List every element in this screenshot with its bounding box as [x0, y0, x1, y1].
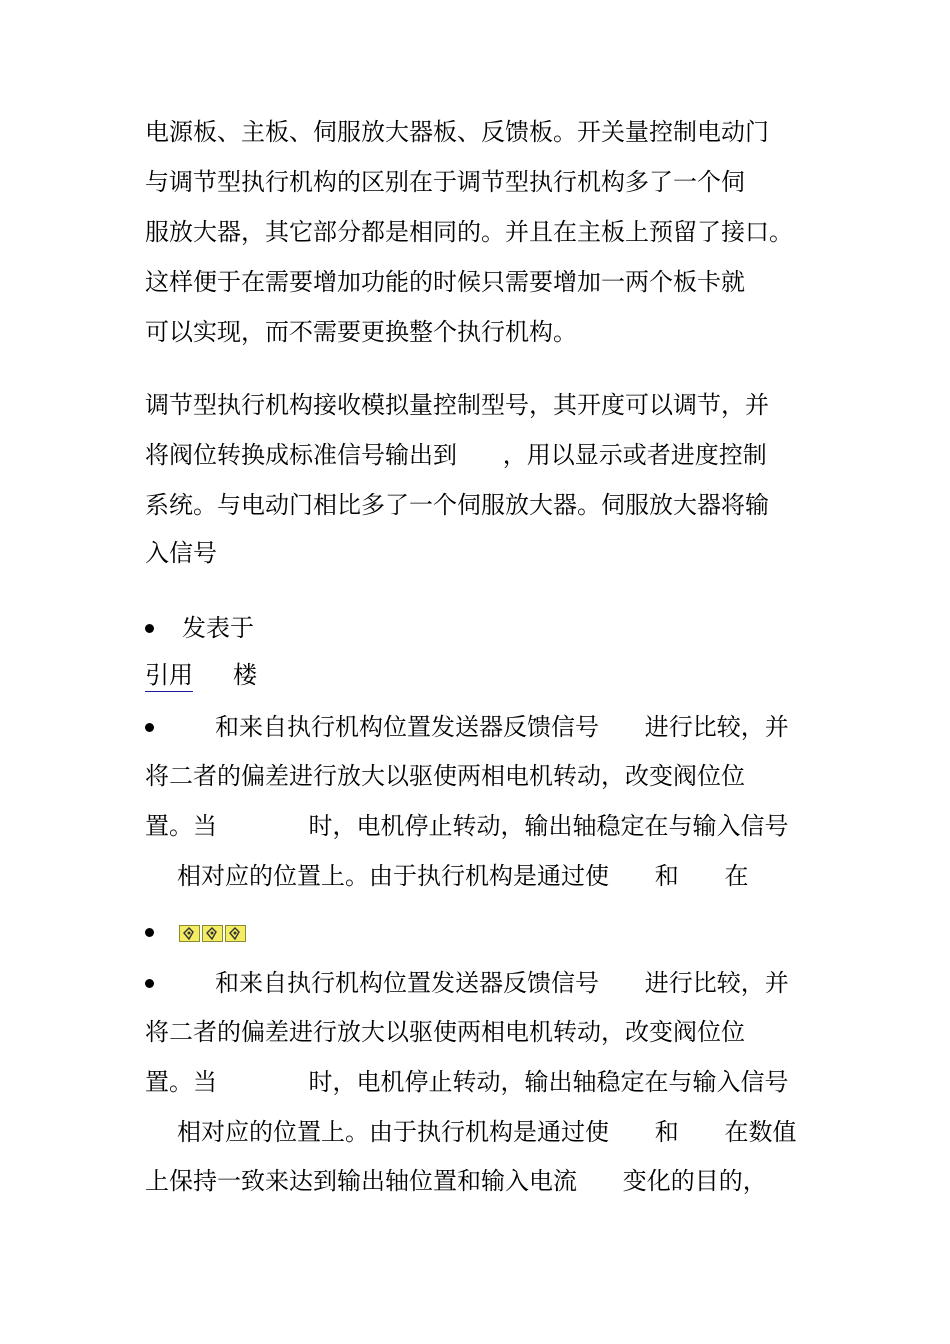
reply-line: 置。当 时，电机停止转动，输出轴稳定在与输入信号	[145, 812, 789, 840]
posted-label: 发表于	[182, 614, 254, 642]
reply-line: 上保持一致来达到输出轴位置和输入电流 变化的目的，	[145, 1167, 767, 1195]
paragraph-line: 与调节型执行机构的区别在于调节型执行机构多了一个伺	[145, 168, 745, 196]
paragraph-line: 将阀位转换成标准信号输出到 ，用以显示或者进度控制	[145, 441, 767, 469]
floor-label: 楼	[233, 661, 257, 689]
emoticon-icon[interactable]	[202, 925, 223, 942]
bullet	[145, 624, 154, 633]
paragraph-line: 服放大器，其它部分都是相同的。并且在主板上预留了接口。	[145, 218, 793, 246]
reply-line: 相对应的位置上。由于执行机构是通过使 和 在	[177, 862, 749, 890]
paragraph-line: 调节型执行机构接收模拟量控制型号，其开度可以调节，并	[145, 391, 769, 419]
paragraph-line: 可以实现，而不需要更换整个执行机构。	[145, 318, 577, 346]
bullet	[145, 928, 154, 937]
reply-line: 将二者的偏差进行放大以驱使两相电机转动，改变阀位位	[145, 1018, 745, 1046]
bullet	[145, 979, 154, 988]
paragraph-line: 电源板、主板、伺服放大器板、反馈板。开关量控制电动门	[145, 118, 769, 146]
paragraph-line: 这样便于在需要增加功能的时候只需要增加一两个板卡就	[145, 268, 745, 296]
reply-line: 相对应的位置上。由于执行机构是通过使 和 在数值	[177, 1118, 797, 1146]
quote-link[interactable]: 引用	[145, 661, 193, 692]
emoticon-row	[179, 925, 246, 942]
reply-line: 将二者的偏差进行放大以驱使两相电机转动，改变阀位位	[145, 762, 745, 790]
emoticon-icon[interactable]	[179, 925, 200, 942]
bullet	[145, 723, 154, 732]
reply-line: 和来自执行机构位置发送器反馈信号 进行比较，并	[215, 713, 789, 741]
paragraph-line: 入信号	[145, 539, 217, 567]
reply-line: 置。当 时，电机停止转动，输出轴稳定在与输入信号	[145, 1068, 789, 1096]
post-actions	[145, 661, 257, 689]
paragraph-line: 系统。与电动门相比多了一个伺服放大器。伺服放大器将输	[145, 491, 769, 519]
reply-line: 和来自执行机构位置发送器反馈信号 进行比较，并	[215, 969, 789, 997]
emoticon-icon[interactable]	[225, 925, 246, 942]
